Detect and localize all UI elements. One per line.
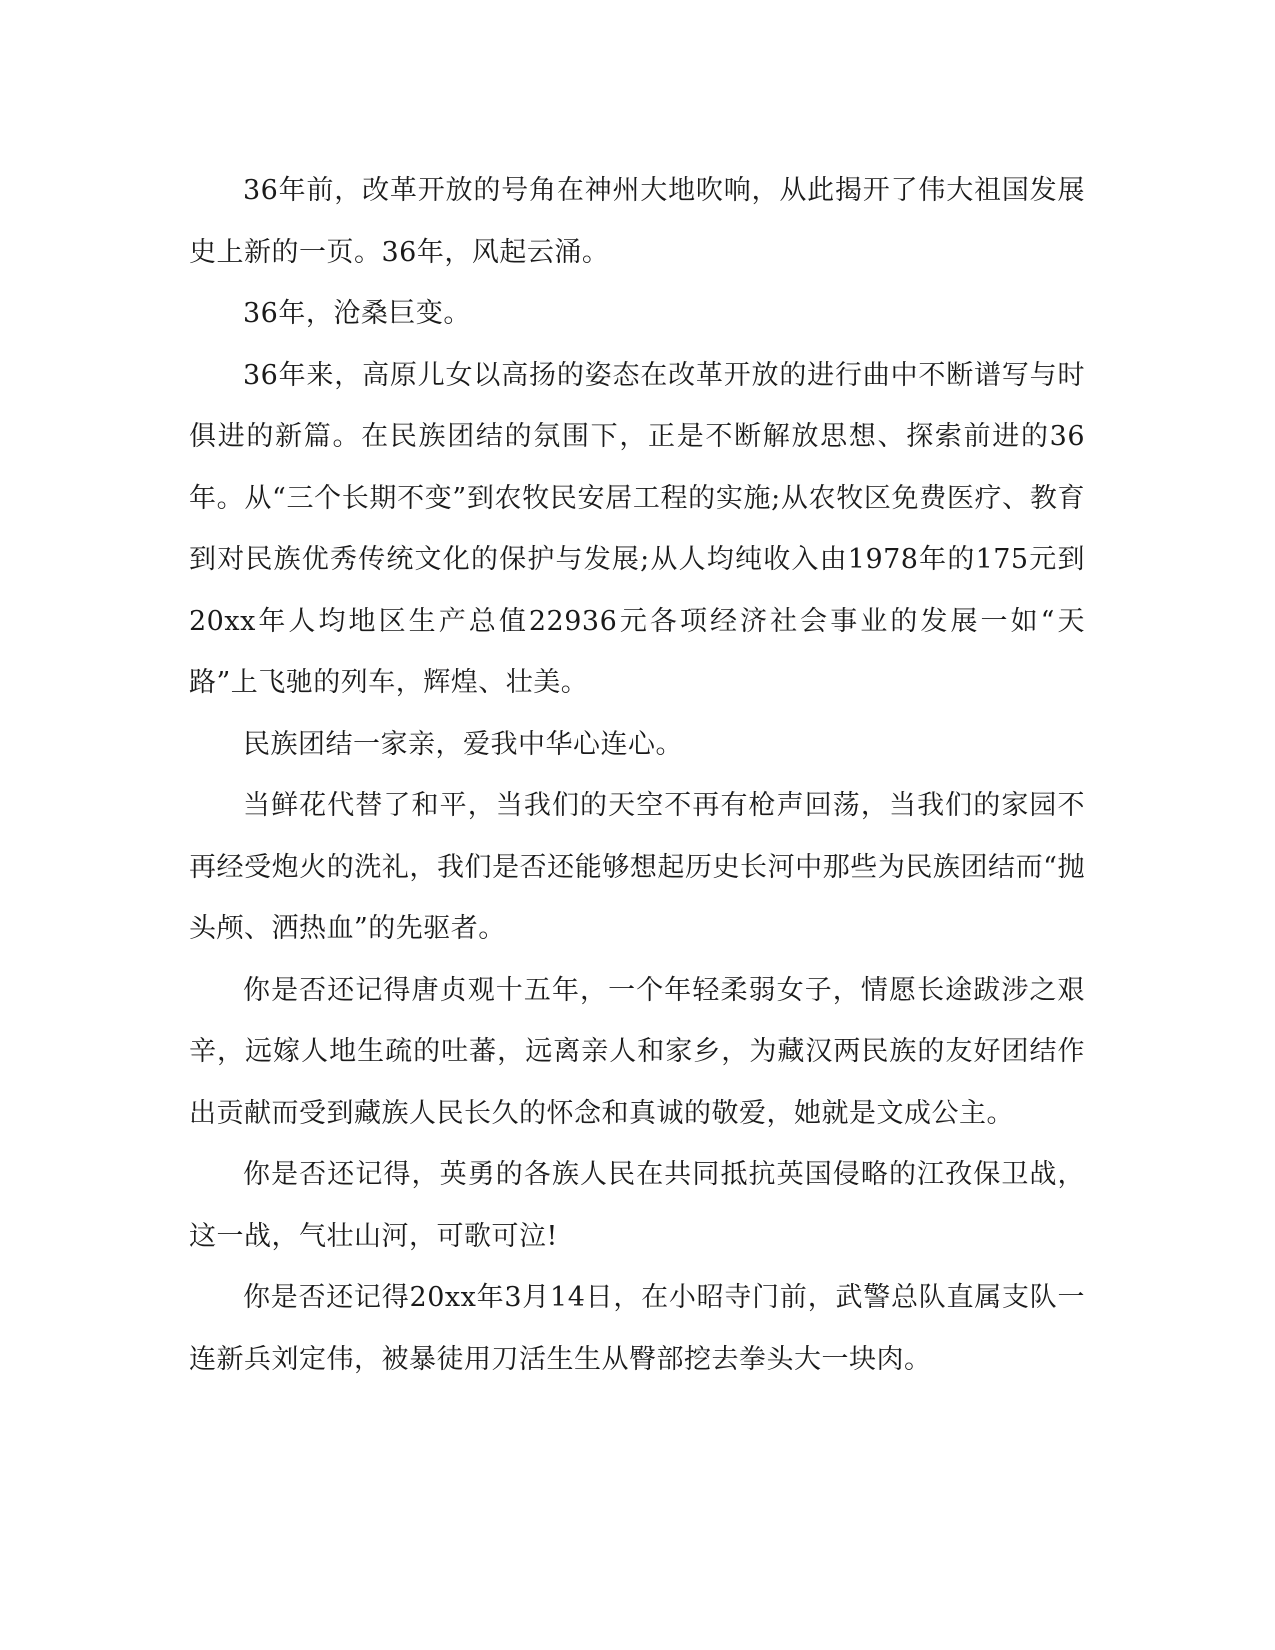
- paragraph: 当鲜花代替了和平，当我们的天空不再有枪声回荡，当我们的家园不再经受炮火的洗礼，我们是否还能够想起历史长河中那些为民族团结而“抛头颅、洒热血”的先驱者。: [189, 790, 1085, 944]
- paragraph: 你是否还记得，英勇的各族人民在共同抵抗英国侵略的江孜保卫战，这一战，气壮山河，可歌可泣!: [189, 1159, 1085, 1252]
- paragraph: 36年来，高原儿女以高扬的姿态在改革开放的进行曲中不断谱写与时俱进的新篇。在民族团结的氛围下，正是不断解放思想、探索前进的36年。从“三个长期不变”到农牧民安居工程的实施;从农牧区免费医疗、教育到对民族优秀传统文化的保护与发展;从人均纯收入由1978年的175元到20xx年人均地区生产总值22936元各项经济社会事业的发展一如“天路”上飞驰的列车，辉煌、壮美。: [189, 359, 1085, 698]
- paragraph: 你是否还记得20xx年3月14日，在小昭寺门前，武警总队直属支队一连新兵刘定伟，被暴徒用刀活生生从臀部挖去拳头大一块肉。: [189, 1282, 1085, 1375]
- paragraph: 你是否还记得唐贞观十五年，一个年轻柔弱女子，情愿长途跋涉之艰辛，远嫁人地生疏的吐蕃，远离亲人和家乡，为藏汉两民族的友好团结作出贡献而受到藏族人民长久的怀念和真诚的敬爱，她就是文成公主。: [189, 974, 1085, 1129]
- document-body: [189, 160, 1085, 1390]
- paragraph: 36年，沧桑巨变。: [243, 298, 471, 329]
- paragraph: 36年前，改革开放的号角在神州大地吹响，从此揭开了伟大祖国发展史上新的一页。36年，风起云涌。: [189, 175, 1085, 268]
- paragraph: 民族团结一家亲，爱我中华心连心。: [243, 728, 683, 760]
